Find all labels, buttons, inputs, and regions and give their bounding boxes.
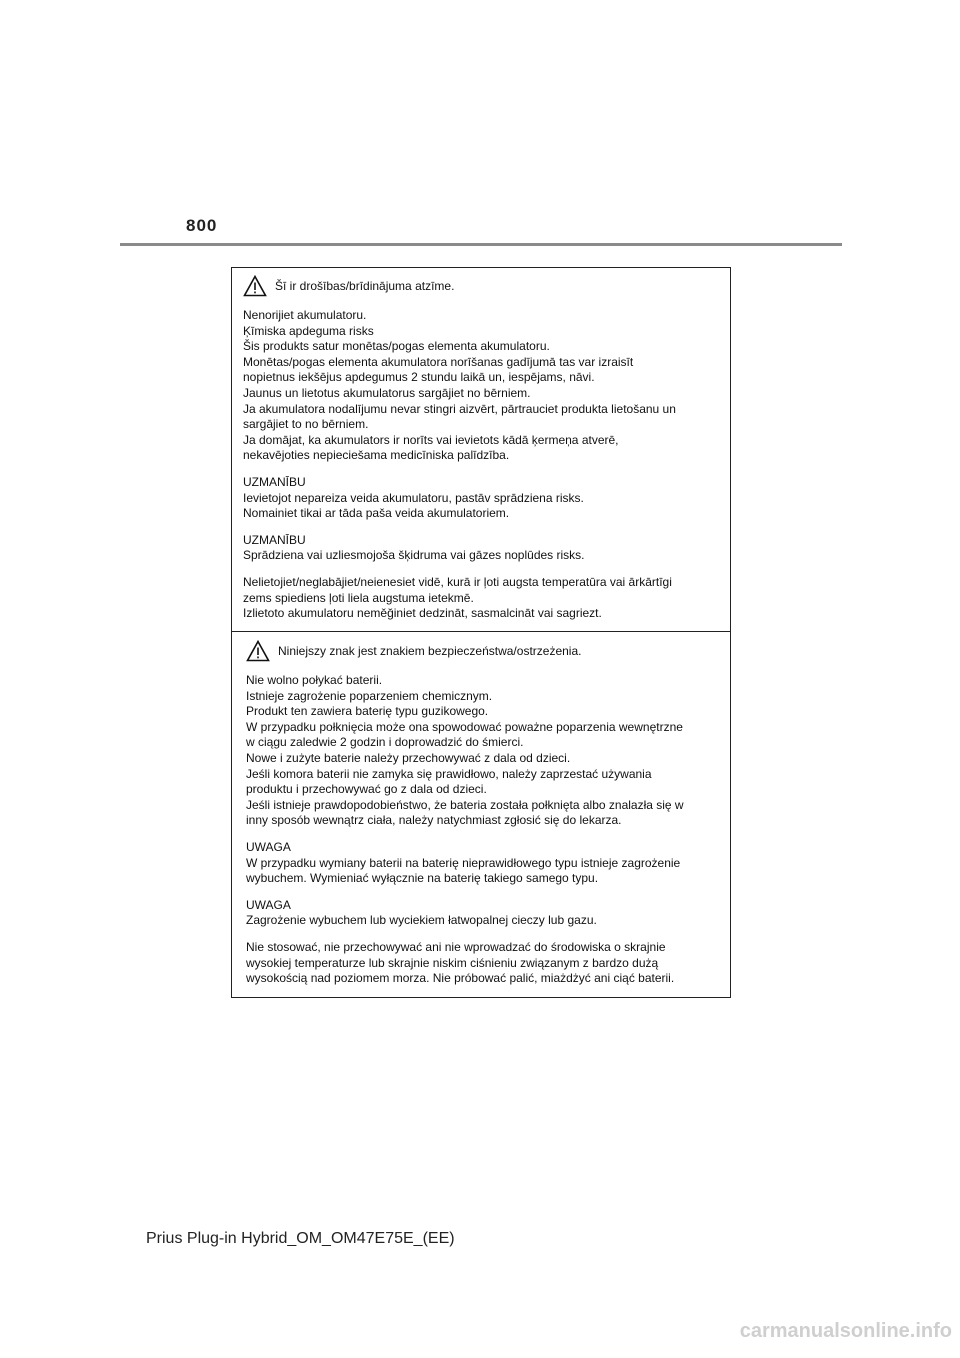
text-line: Ķīmiska apdeguma risks	[243, 323, 374, 338]
latvian-block-4	[243, 575, 720, 622]
text-line: Jeśli komora baterii nie zamyka się prawidłowo, należy zaprzestać używania	[246, 766, 652, 781]
polish-block-4	[246, 940, 720, 987]
header-rule	[120, 243, 842, 246]
polish-block-2	[246, 840, 720, 887]
text-line: sargājiet to no bērniem.	[243, 417, 369, 432]
text-line: zems spiediens ļoti liela augstuma ietekmē.	[243, 590, 474, 605]
text-line: UWAGA	[246, 839, 291, 854]
latvian-section	[232, 268, 730, 632]
polish-block-1	[246, 673, 720, 829]
polish-symbol-line	[246, 640, 720, 662]
text-line: Ja akumulatora nodalījumu nevar stingri aizvērt, pārtrauciet produkta lietošanu un	[243, 401, 676, 416]
text-line: Ievietojot nepareiza veida akumulatoru, pastāv sprādziena risks.	[243, 490, 584, 505]
warning-triangle-icon	[243, 275, 267, 297]
footer-document-code: Prius Plug-in Hybrid_OM_OM47E75E_(EE)	[146, 1230, 455, 1247]
text-line: W przypadku wymiany baterii na baterię nieprawidłowego typu istnieje zagrożenie	[246, 855, 681, 870]
text-line: Nomainiet tikai ar tāda paša veida akumulatoriem.	[243, 506, 510, 521]
battery-safety-notice-box	[231, 267, 731, 998]
text-line: Produkt ten zawiera baterię typu guzikowego.	[246, 704, 489, 719]
text-line: Nowe i zużyte baterie należy przechowywać z dala od dzieci.	[246, 750, 571, 765]
text-line: Ja domājat, ka akumulators ir norīts vai ievietots kādā ķermeņa atverē,	[243, 432, 619, 447]
text-line: wysokością nad poziomem morza. Nie próbować palić, miażdżyć ani ciąć baterii.	[246, 971, 675, 986]
text-line: nekavējoties nepieciešama medicīniska palīdzība.	[243, 448, 510, 463]
text-line: Monētas/pogas elementa akumulatora norīšanas gadījumā tas var izraisīt	[243, 354, 634, 369]
text-line: Jaunus un lietotus akumulatorus sargājiet no bērniem.	[243, 385, 531, 400]
latvian-block-1	[243, 308, 720, 464]
text-line: Nenorijiet akumulatoru.	[243, 308, 367, 322]
text-line: Istnieje zagrożenie poparzeniem chemicznym.	[246, 688, 493, 703]
text-line: Šis produkts satur monētas/pogas elementa akumulatoru.	[243, 339, 550, 354]
latvian-symbol-line	[243, 275, 720, 297]
watermark: carmanualsonline.info	[739, 1320, 952, 1342]
page-number: 800	[186, 216, 218, 235]
latvian-block-3	[243, 533, 720, 564]
polish-symbol-text: Niniejszy znak jest znakiem bezpieczeństwa/ostrzeżenia.	[278, 644, 582, 658]
text-line: UZMANĪBU	[243, 474, 306, 489]
polish-section	[232, 632, 730, 997]
text-line: W przypadku połknięcia może ona spowodować poważne poparzenia wewnętrzne	[246, 719, 683, 734]
text-line: w ciągu zaledwie 2 godzin i doprowadzić do śmierci.	[246, 735, 524, 750]
text-line: produktu i przechowywać go z dala od dzieci.	[246, 782, 487, 797]
latvian-symbol-text: Šī ir drošības/brīdinājuma atzīme.	[275, 279, 455, 293]
text-line: nopietnus iekšējus apdegumus 2 stundu laikā un, iespējams, nāvi.	[243, 370, 595, 385]
text-line: Izlietoto akumulatoru neměğiniet dedzināt, sasmalcināt vai sagriezt.	[243, 606, 602, 621]
text-line: wybuchem. Wymieniać wyłącznie na baterię takiego samego typu.	[246, 871, 599, 886]
polish-block-3	[246, 898, 720, 929]
text-line: UWAGA	[246, 897, 291, 912]
text-line: inny sposób wewnątrz ciała, należy natychmiast zgłosić się do lekarza.	[246, 813, 622, 828]
text-line: Zagrożenie wybuchem lub wyciekiem łatwopalnej cieczy lub gazu.	[246, 913, 597, 928]
text-line: Nie stosować, nie przechowywać ani nie wprowadzać do środowiska o skrajnie	[246, 939, 666, 954]
text-line: Nie wolno połykać baterii.	[246, 673, 383, 687]
warning-triangle-icon	[246, 640, 270, 662]
text-line: Jeśli istnieje prawdopodobieństwo, że bateria została połknięta albo znalazła się w	[246, 797, 684, 812]
latvian-block-2	[243, 475, 720, 522]
text-line: UZMANĪBU	[243, 532, 306, 547]
text-line: Nelietojiet/neglabājiet/neienesiet vidē, kurā ir ļoti augsta temperatūra vai ārkārtīgi	[243, 574, 672, 589]
text-line: wysokiej temperaturze lub skrajnie niskim ciśnieniu związanym z bardzo dużą	[246, 955, 659, 970]
text-line: Sprādziena vai uzliesmojoša šķidruma vai gāzes noplūdes risks.	[243, 548, 585, 563]
